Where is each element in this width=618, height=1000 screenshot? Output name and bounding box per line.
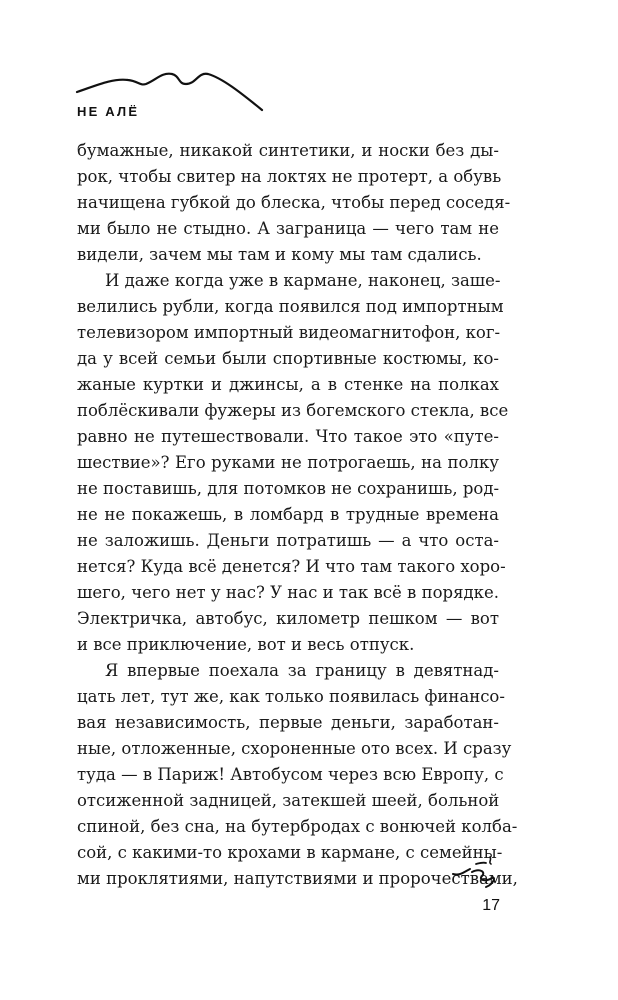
text-line: сой, с какими-то крохами в кармане, с семейны- (77, 843, 503, 862)
text-line: ми проклятиями, напутствиями и пророчествами, (77, 869, 518, 888)
text-line: да у всей семьи были спортивные костюмы, ко- (77, 349, 499, 368)
text-line: телевизором импортный видеомагнитофон, ког- (77, 323, 501, 342)
text-line: велились рубли, когда появился под импортным (77, 297, 504, 316)
text-line: не поставишь, для потомков не сохранишь, род- (77, 479, 500, 498)
text-line: шего, чего нет у нас? У нас и так всё в порядке. (77, 583, 499, 602)
text-line: ми было не стыдно. А заграница — чего там не (77, 219, 499, 238)
text-line: поблёскивали фужеры из богемского стекла, все (77, 401, 509, 420)
text-line: не заложишь. Деньги потратишь — а что оста- (77, 531, 499, 550)
text-line: рок, чтобы свитер на локтях не протерт, а обувь (77, 167, 502, 186)
text-line: цать лет, тут же, как только появилась финансо- (77, 687, 505, 706)
end-flourish-ornament (450, 854, 510, 890)
text-line: нется? Куда всё денется? И что там такого хоро- (77, 557, 506, 576)
text-line: вая независимость, первые деньги, заработан- (77, 713, 499, 732)
text-line: спиной, без сна, на бутербродах с вонючей колба- (77, 817, 518, 836)
text-line: Я впервые поехала за границу в девятнад- (105, 661, 499, 680)
paragraphs-container (77, 138, 518, 892)
text-line: и все приключение, вот и весь отпуск. (77, 635, 415, 654)
text-line: видели, зачем мы там и кому мы там сдались. (77, 245, 482, 264)
header-flourish-ornament (0, 0, 618, 140)
text-line: начищена губкой до блеска, чтобы перед соседя- (77, 193, 511, 212)
text-line: отсиженной задницей, затекшей шеей, больной (77, 791, 500, 810)
text-line: равно не путешествовали. Что такое это «путе- (77, 427, 499, 446)
text-line: бумажные, никакой синтетики, и носки без ды- (77, 141, 499, 160)
body-text (77, 138, 518, 892)
text-line: туда — в Париж! Автобусом через всю Европу, с (77, 765, 504, 784)
page-number: 17 (482, 897, 500, 914)
text-line: И даже когда уже в кармане, наконец, заше- (105, 271, 501, 290)
text-line: не не покажешь, в ломбард в трудные времена (77, 505, 499, 524)
text-line: шествие»? Его руками не потрогаешь, на полку (77, 453, 499, 472)
running-head: НЕ АЛЁ (77, 104, 140, 119)
text-line: ные, отложенные, схороненные ото всех. И сразу (77, 739, 512, 758)
text-line: жаные куртки и джинсы, а в стенке на полках (77, 375, 499, 394)
text-line: Электричка, автобус, километр пешком — вот (77, 609, 499, 628)
